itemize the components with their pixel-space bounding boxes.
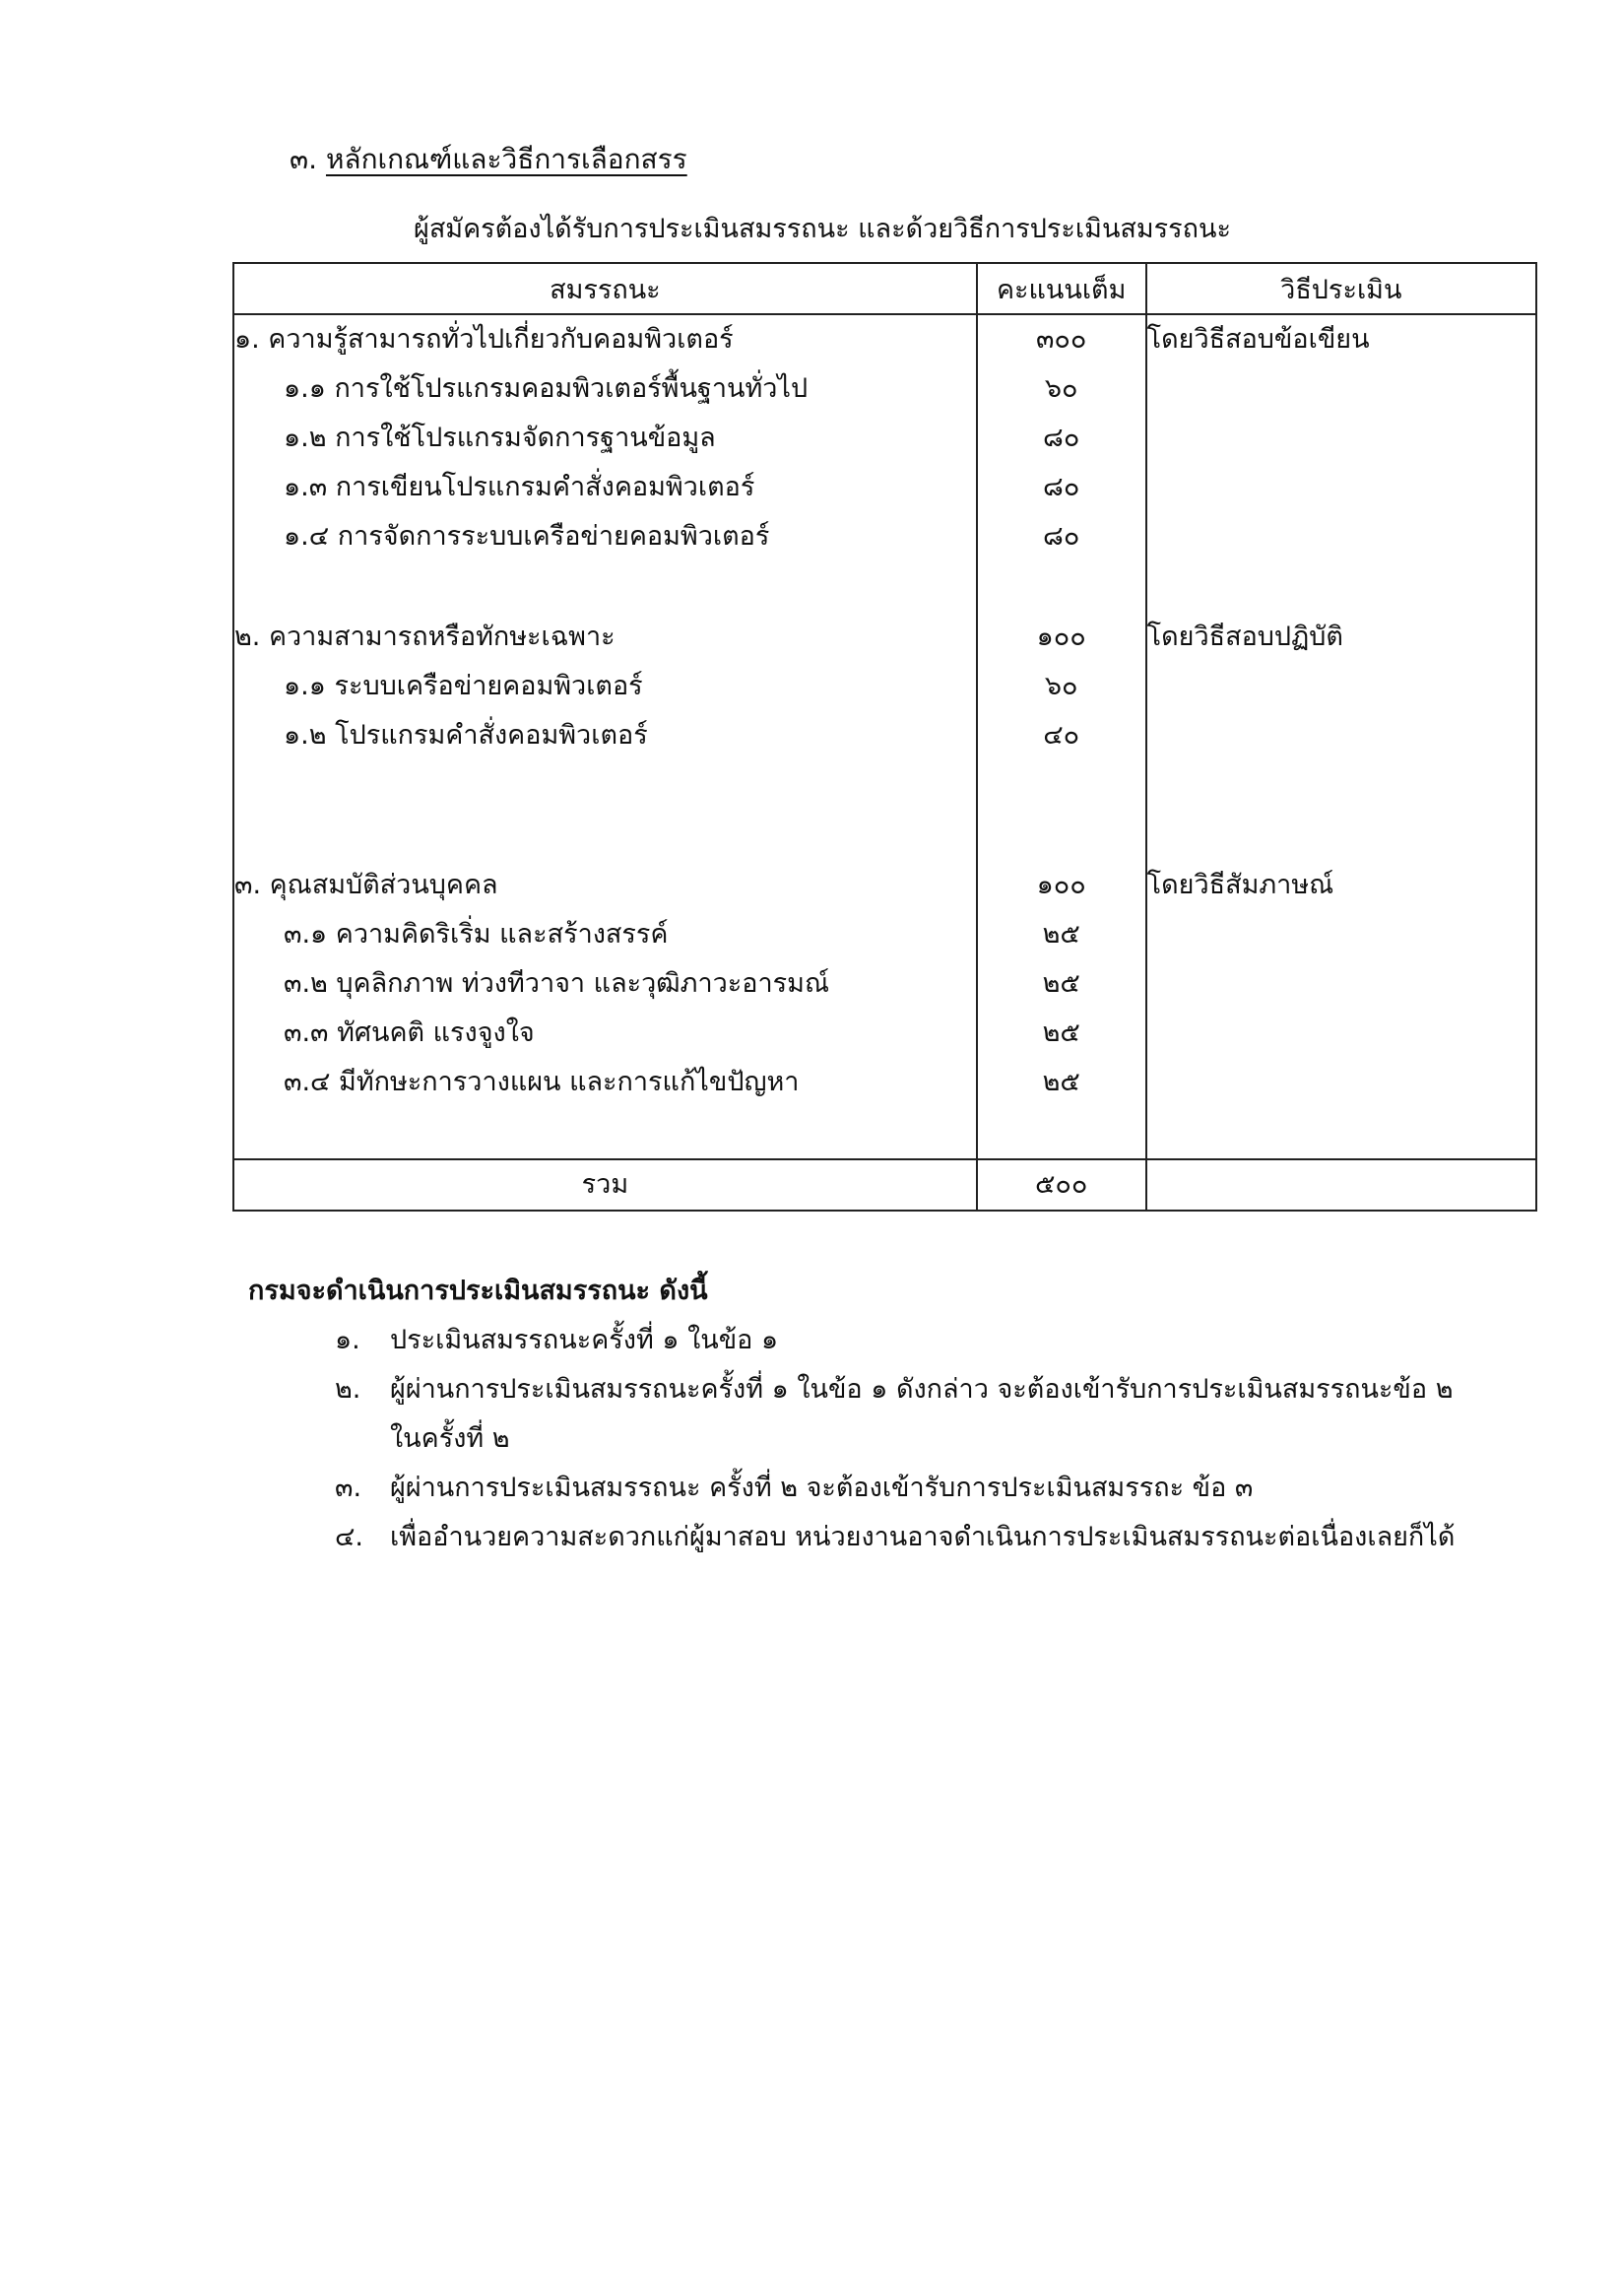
section-title: หลักเกณฑ์และวิธีการเลือกสรร (325, 143, 687, 175)
header-method: วิธีประเมิน (1146, 263, 1536, 314)
spacer-row (233, 561, 1536, 613)
spacer-row (233, 1107, 1536, 1159)
item-score: ๒๕ (977, 910, 1146, 959)
list-item (335, 1513, 1477, 1562)
item-score: ๒๕ (977, 1058, 1146, 1107)
steps-list (335, 1316, 1477, 1562)
table-row (233, 512, 1536, 561)
group-score: ๓๐๐ (977, 314, 1146, 364)
list-item (335, 1316, 1477, 1365)
total-score: ๕๐๐ (977, 1159, 1146, 1211)
item-score: ๖๐ (977, 662, 1146, 711)
step-number: ๑. (335, 1325, 360, 1355)
table-row (233, 414, 1536, 463)
item-label: ๑.๒ โปรแกรมคำสั่งคอมพิวเตอร์ (233, 711, 977, 760)
item-score: ๒๕ (977, 959, 1146, 1009)
item-score: ๖๐ (977, 364, 1146, 414)
item-score: ๔๐ (977, 711, 1146, 760)
item-label: ๑.๓ การเขียนโปรแกรมคำสั่งคอมพิวเตอร์ (233, 463, 977, 512)
item-score: ๘๐ (977, 463, 1146, 512)
item-label: ๑.๒ การใช้โปรแกรมจัดการฐานข้อมูล (233, 414, 977, 463)
table-row (233, 463, 1536, 512)
steps-title: กรมจะดำเนินการประเมินสมรรถนะ ดังนี้ (248, 1276, 708, 1306)
header-full-score: คะแนนเต็ม (977, 263, 1146, 314)
table-row (233, 364, 1536, 414)
step-number: ๒. (335, 1374, 361, 1405)
item-label: ๑.๑ การใช้โปรแกรมคอมพิวเตอร์พื้นฐานทั่วไป (233, 364, 977, 414)
group-title: ๒. ความสามารถหรือทักษะเฉพาะ (233, 613, 977, 662)
list-item (335, 1365, 1477, 1464)
item-label: ๓.๑ ความคิดริเริ่ม และสร้างสรรค์ (233, 910, 977, 959)
group-title: ๑. ความรู้สามารถทั่วไปเกี่ยวกับคอมพิวเตอร์ (233, 314, 977, 364)
table-row (233, 1009, 1536, 1058)
group-title: ๓. คุณสมบัติส่วนบุคคล (233, 861, 977, 910)
spacer-row (233, 760, 1536, 861)
group-row (233, 314, 1536, 364)
table-row (233, 959, 1536, 1009)
section-number: ๓. (290, 143, 318, 175)
table-row (233, 662, 1536, 711)
header-competency: สมรรถนะ (233, 263, 977, 314)
item-label: ๓.๔ มีทักษะการวางแผน และการแก้ไขปัญหา (233, 1058, 977, 1107)
table-row (233, 1058, 1536, 1107)
group-row (233, 861, 1536, 910)
item-score: ๘๐ (977, 414, 1146, 463)
group-score: ๑๐๐ (977, 861, 1146, 910)
item-score: ๘๐ (977, 512, 1146, 561)
competency-table (232, 262, 1537, 1212)
table-header-row (233, 263, 1536, 314)
step-text: ผู้ผ่านการประเมินสมรรถนะครั้งที่ ๑ ในข้อ ๑ ดังกล่าว จะต้องเข้ารับการประเมินสมรรถนะข้อ ๒ ในครั้งที่ ๒ (390, 1374, 1454, 1454)
table-row (233, 910, 1536, 959)
item-label: ๑.๔ การจัดการระบบเครือข่ายคอมพิวเตอร์ (233, 512, 977, 561)
total-label: รวม (233, 1159, 977, 1211)
item-label: ๓.๓ ทัศนคติ แรงจูงใจ (233, 1009, 977, 1058)
step-number: ๔. (335, 1522, 364, 1552)
step-text: ผู้ผ่านการประเมินสมรรถนะ ครั้งที่ ๒ จะต้องเข้ารับการประเมินสมรรถะ ข้อ ๓ (390, 1473, 1254, 1503)
group-method: โดยวิธีสอบข้อเขียน (1146, 314, 1536, 364)
section-heading (290, 138, 687, 181)
group-method: โดยวิธีสัมภาษณ์ (1146, 861, 1536, 910)
table-row (233, 711, 1536, 760)
item-label: ๑.๑ ระบบเครือข่ายคอมพิวเตอร์ (233, 662, 977, 711)
intro-text: ผู้สมัครต้องได้รับการประเมินสมรรถนะ และด้วยวิธีการประเมินสมรรถนะ (414, 214, 1231, 244)
step-text: เพื่ออำนวยความสะดวกแก่ผู้มาสอบ หน่วยงานอาจดำเนินการประเมินสมรรถนะต่อเนื่องเลยก็ได้ (390, 1522, 1456, 1552)
step-number: ๓. (335, 1473, 362, 1503)
item-label: ๓.๒ บุคลิกภาพ ท่วงทีวาจา และวุฒิภาวะอารมณ์ (233, 959, 977, 1009)
total-row (233, 1159, 1536, 1211)
group-method: โดยวิธีสอบปฏิบัติ (1146, 613, 1536, 662)
step-text: ประเมินสมรรถนะครั้งที่ ๑ ในข้อ ๑ (390, 1325, 779, 1355)
group-row (233, 613, 1536, 662)
list-item (335, 1464, 1477, 1513)
group-score: ๑๐๐ (977, 613, 1146, 662)
item-score: ๒๕ (977, 1009, 1146, 1058)
